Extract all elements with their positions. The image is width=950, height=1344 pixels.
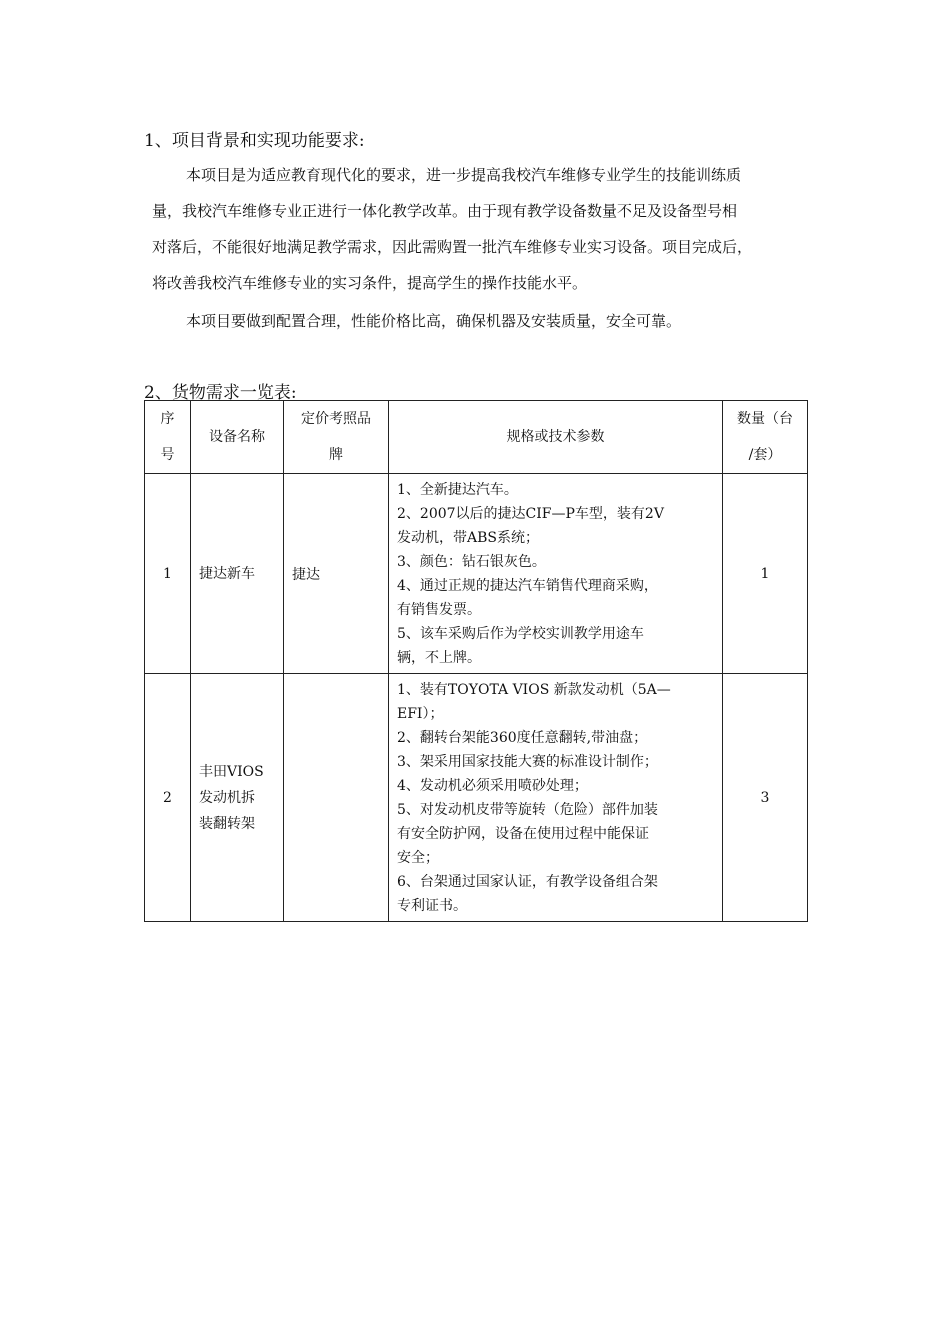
paragraph-text: 本项目要做到配置合理，性能价格比高，确保机器及安装质量，安全可靠。 bbox=[186, 312, 682, 330]
paragraph-line: 量，我校汽车维修专业正进行一体化教学改革。由于现有教学设备数量不足及设备型号相 bbox=[152, 202, 738, 220]
row-no: 1 bbox=[145, 474, 191, 674]
row-qty: 1 bbox=[723, 474, 808, 674]
row-spec: 1、全新捷达汽车。 2、2007以后的捷达CIF—P车型，装有2V 发动机，带ABS系统； 3、颜色：钻石银灰色。 4、通过正规的捷达汽车销售代理商采购， 有销售发票。 5、该车采购后作为学校实训教学用途车 辆，不上牌。 bbox=[389, 474, 723, 674]
header-name: 设备名称 bbox=[191, 401, 284, 474]
table-row bbox=[145, 474, 808, 674]
table-header-row bbox=[145, 401, 808, 474]
section1-paragraph bbox=[152, 157, 822, 301]
section2-heading: 2、货物需求一览表: bbox=[144, 383, 297, 403]
paragraph-line: 将改善我校汽车维修专业的实习条件，提高学生的操作技能水平。 bbox=[152, 274, 588, 292]
table-row bbox=[145, 674, 808, 922]
section1-heading: 1、项目背景和实现功能要求: bbox=[144, 131, 365, 151]
row-brand bbox=[284, 674, 389, 922]
paragraph-line: 本项目是为适应教育现代化的要求，进一步提高我校汽车维修专业学生的技能训练质 bbox=[186, 166, 742, 184]
row-spec: 1、装有TOYOTA VIOS 新款发动机（5A— EFI）； 2、翻转台架能360度任意翻转,带油盘； 3、架采用国家技能大赛的标准设计制作； 4、发动机必须采用喷砂处理； 5、对发动机皮带等旋转（危险）部件加装 有安全防护网，设备在使用过程中能保证 安全； 6、台架通过国家认证，有教学设备组合架 专利证书。 bbox=[389, 674, 723, 922]
row-no: 2 bbox=[145, 674, 191, 922]
row-brand: 捷达 bbox=[284, 474, 389, 674]
section1-paragraph-2 bbox=[152, 303, 822, 339]
row-name: 捷达新车 bbox=[191, 474, 284, 674]
header-spec: 规格或技术参数 bbox=[389, 401, 723, 474]
goods-requirement-table bbox=[144, 400, 808, 922]
header-brand: 定价考照品 牌 bbox=[284, 401, 389, 474]
row-qty: 3 bbox=[723, 674, 808, 922]
header-qty: 数量（台 /套） bbox=[723, 401, 808, 474]
header-no: 序 号 bbox=[145, 401, 191, 474]
paragraph-line: 对落后，不能很好地满足教学需求，因此需购置一批汽车维修专业实习设备。项目完成后， bbox=[152, 238, 753, 256]
row-name: 丰田VIOS 发动机拆 装翻转架 bbox=[191, 674, 284, 922]
